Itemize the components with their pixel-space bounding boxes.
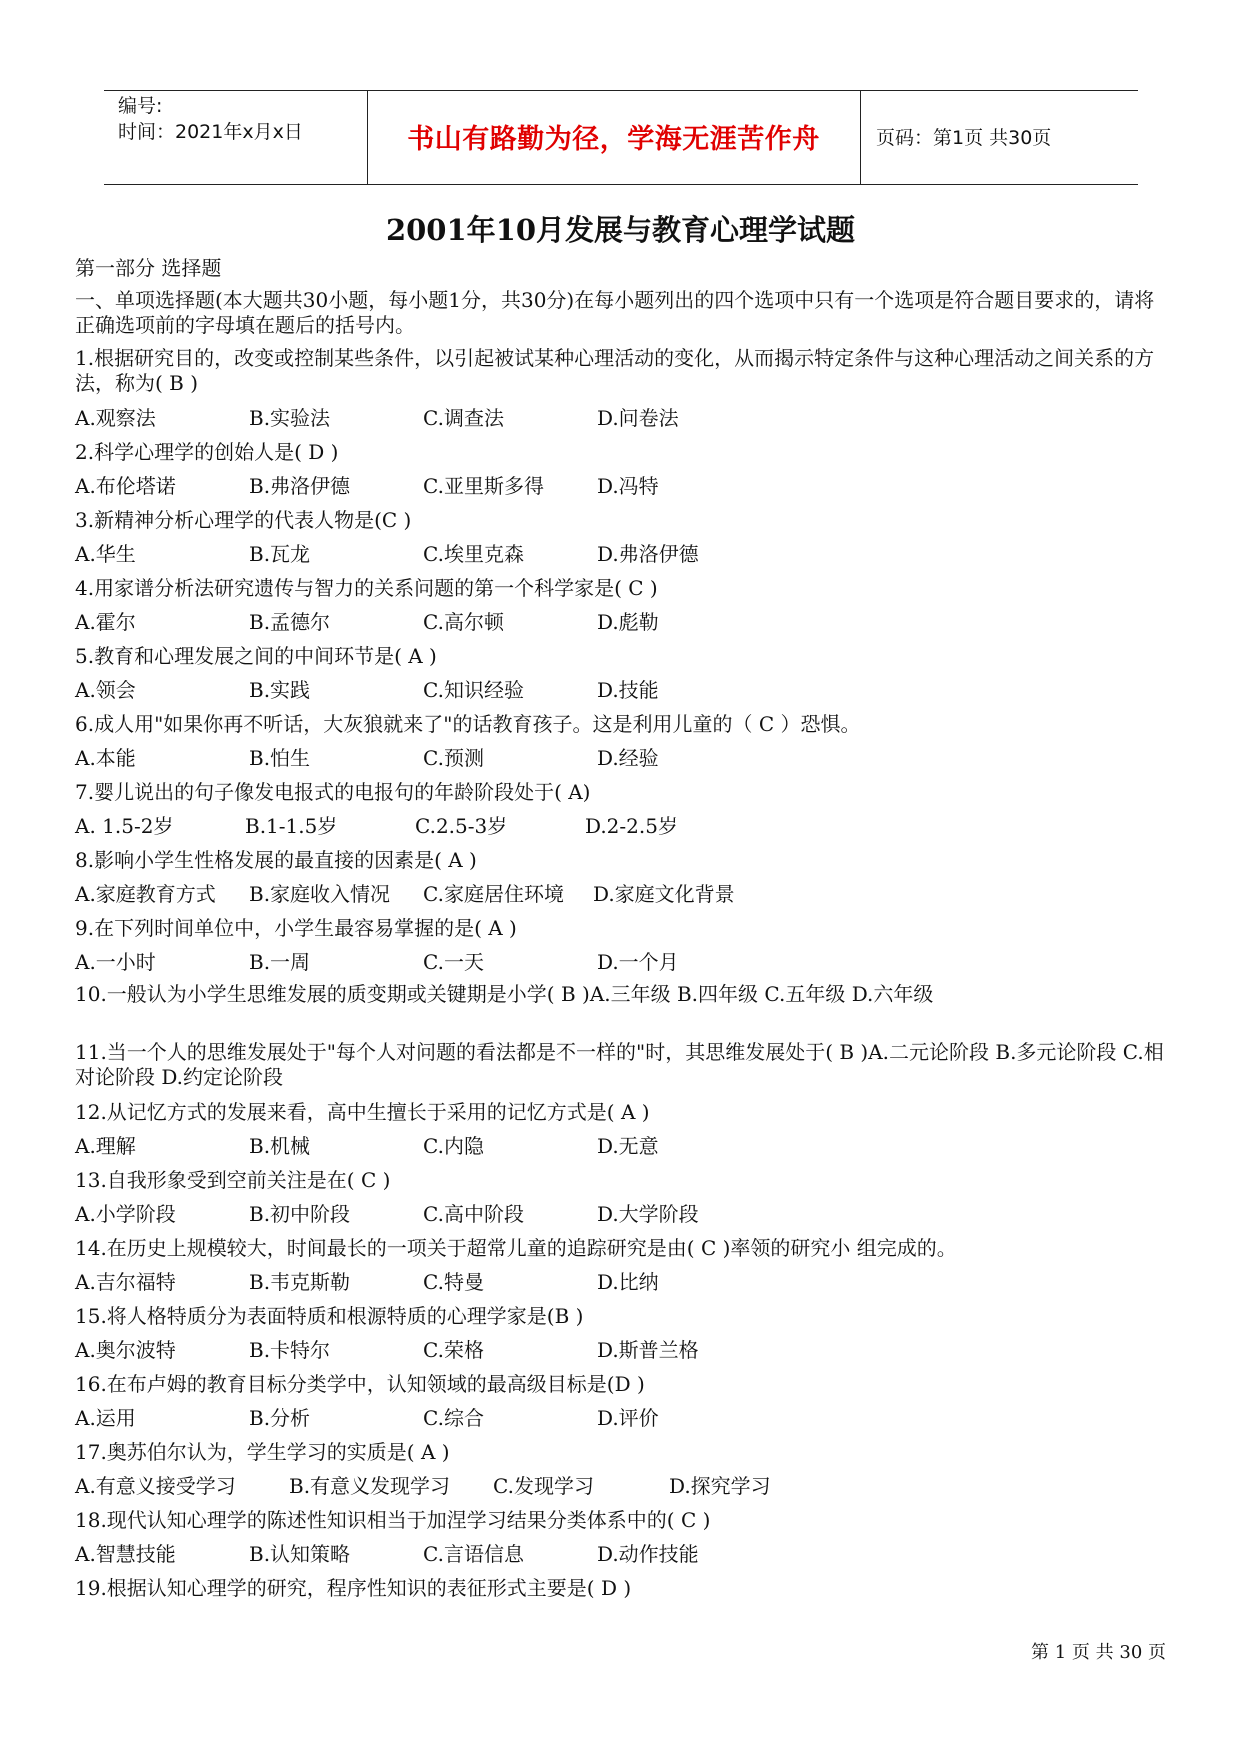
answer-option: C.亚里斯多得 [423, 474, 544, 498]
question-stem: 1.根据研究目的，改变或控制某些条件，以引起被试某种心理活动的变化，从而揭示特定条件与这种心理活动之间关系的方法，称为( B ) [75, 346, 1155, 395]
answer-option: B.怕生 [249, 746, 311, 770]
question-stem: 14.在历史上规模较大，时间最长的一项关于超常儿童的追踪研究是由( C )率领的研究小 组完成的。 [75, 1236, 957, 1260]
option-row [75, 810, 1170, 844]
answer-option: D.技能 [597, 678, 659, 702]
answer-option: A.理解 [75, 1134, 136, 1158]
question-stem: 7.婴儿说出的句子像发电报式的电报句的年龄阶段处于( A) [75, 780, 591, 804]
answer-option: D.经验 [597, 746, 659, 770]
header-meta-cell [104, 91, 368, 184]
option-row [75, 742, 1170, 776]
answer-option: A.奥尔波特 [75, 1338, 176, 1362]
answer-option: C.综合 [423, 1406, 484, 1430]
answer-option: A.运用 [75, 1406, 136, 1430]
page-footer: 第 1 页 共 30 页 [1031, 1642, 1166, 1663]
answer-option: A.布伦塔诺 [75, 474, 176, 498]
option-row [75, 1198, 1170, 1232]
answer-option: B.初中阶段 [249, 1202, 351, 1226]
question-stem: 17.奥苏伯尔认为，学生学习的实质是( A ) [75, 1440, 450, 1464]
header-page-cell [860, 91, 1138, 184]
answer-option: C.一天 [423, 950, 484, 974]
question-stem: 10.一般认为小学生思维发展的质变期或关键期是小学( B )A.三年级 B.四年级 C.五年级 D.六年级 [75, 982, 934, 1006]
option-row [75, 538, 1170, 572]
answer-option: C.内隐 [423, 1134, 484, 1158]
answer-option: C.特曼 [423, 1270, 484, 1294]
question-stem: 19.根据认知心理学的研究，程序性知识的表征形式主要是( D ) [75, 1576, 632, 1600]
option-row [75, 1402, 1170, 1436]
answer-option: B.1-1.5岁 [245, 814, 338, 838]
answer-option: A.一小时 [75, 950, 156, 974]
answer-option: B.机械 [249, 1134, 311, 1158]
answer-option: D.无意 [597, 1134, 659, 1158]
answer-option: D.彪勒 [597, 610, 659, 634]
question-stem: 16.在布卢姆的教育目标分类学中，认知领域的最高级目标是(D ) [75, 1372, 645, 1396]
answer-option: B.认知策略 [249, 1542, 351, 1566]
answer-option: C.2.5-3岁 [415, 814, 508, 838]
answer-option: D.一个月 [597, 950, 679, 974]
answer-option: A.吉尔福特 [75, 1270, 176, 1294]
answer-option: B.实践 [249, 678, 311, 702]
answer-option: C.高中阶段 [423, 1202, 524, 1226]
question-stem: 3.新精神分析心理学的代表人物是(C ) [75, 508, 412, 532]
answer-option: D.家庭文化背景 [593, 882, 735, 906]
answer-option: A. 1.5-2岁 [75, 814, 174, 838]
answer-option: C.埃里克森 [423, 542, 524, 566]
answer-option: B.实验法 [249, 406, 331, 430]
exam-title: 2001年10月发展与教育心理学试题 [385, 213, 856, 247]
answer-option: A.领会 [75, 678, 136, 702]
answer-option: A.家庭教育方式 [75, 882, 216, 906]
answer-option: D.比纳 [597, 1270, 659, 1294]
document-number-label: 编号: [118, 95, 163, 117]
option-row [75, 878, 1170, 912]
document-time-label: 时间：2021年x月x日 [118, 121, 303, 143]
question-stem: 6.成人用"如果你再不听话，大灰狼就来了"的话教育孩子。这是利用儿童的（ C ）恐惧。 [75, 712, 861, 736]
answer-option: D.2-2.5岁 [585, 814, 678, 838]
answer-option: D.弗洛伊德 [597, 542, 699, 566]
answer-option: D.探究学习 [669, 1474, 771, 1498]
question-stem: 4.用家谱分析法研究遗传与智力的关系问题的第一个科学家是( C ) [75, 576, 658, 600]
answer-option: B.韦克斯勒 [249, 1270, 351, 1294]
page-header [104, 90, 1138, 185]
answer-option: A.有意义接受学习 [75, 1474, 236, 1498]
answer-option: A.华生 [75, 542, 136, 566]
answer-option: D.冯特 [597, 474, 659, 498]
option-row [75, 1538, 1170, 1572]
answer-option: D.大学阶段 [597, 1202, 699, 1226]
question-stem: 9.在下列时间单位中，小学生最容易掌握的是( A ) [75, 916, 517, 940]
answer-option: C.言语信息 [423, 1542, 524, 1566]
answer-option: C.调查法 [423, 406, 504, 430]
motto-text: 书山有路勤为径，学海无涯苦作舟 [407, 124, 820, 155]
answer-option: C.荣格 [423, 1338, 484, 1362]
answer-option: C.高尔顿 [423, 610, 504, 634]
question-stem: 8.影响小学生性格发展的最直接的因素是( A ) [75, 848, 477, 872]
page-info-text: 页码：第1页 共30页 [876, 127, 1052, 149]
header-motto-cell [367, 91, 861, 184]
question-stem: 2.科学心理学的创始人是( D ) [75, 440, 339, 464]
option-row [75, 946, 1170, 980]
answer-option: D.动作技能 [597, 1542, 699, 1566]
instructions: 一、单项选择题(本大题共30小题，每小题1分，共30分)在每小题列出的四个选项中只有一个选项是符合题目要求的，请将正确选项前的字母填在题后的括号内。 [75, 288, 1155, 337]
exam-content [75, 252, 1170, 1606]
answer-option: A.霍尔 [75, 610, 136, 634]
option-row [75, 674, 1170, 708]
answer-option: C.知识经验 [423, 678, 524, 702]
option-row [75, 470, 1170, 504]
answer-option: C.家庭居住环境 [423, 882, 564, 906]
answer-option: B.弗洛伊德 [249, 474, 351, 498]
answer-option: C.发现学习 [493, 1474, 594, 1498]
option-row [75, 1470, 1170, 1504]
question-stem: 11.当一个人的思维发展处于"每个人对问题的看法都是不一样的"时，其思维发展处于( B )A.二元论阶段 B.多元论阶段 C.相对论阶段 D.约定论阶段 [75, 1040, 1164, 1089]
question-stem: 12.从记忆方式的发展来看，高中生擅长于采用的记忆方式是( A ) [75, 1100, 650, 1124]
part-heading: 第一部分 选择题 [75, 256, 222, 280]
answer-option: B.瓦龙 [249, 542, 311, 566]
answer-option: B.孟德尔 [249, 610, 331, 634]
question-stem: 5.教育和心理发展之间的中间环节是( A ) [75, 644, 437, 668]
question-stem: 18.现代认知心理学的陈述性知识相当于加涅学习结果分类体系中的( C ) [75, 1508, 711, 1532]
answer-option: B.卡特尔 [249, 1338, 331, 1362]
question-stem: 15.将人格特质分为表面特质和根源特质的心理学家是(B ) [75, 1304, 584, 1328]
option-row [75, 1266, 1170, 1300]
answer-option: D.斯普兰格 [597, 1338, 699, 1362]
answer-option: C.预测 [423, 746, 484, 770]
answer-option: A.智慧技能 [75, 1542, 176, 1566]
question-list [75, 344, 1170, 1606]
answer-option: D.评价 [597, 1406, 659, 1430]
answer-option: D.问卷法 [597, 406, 679, 430]
question-stem: 13.自我形象受到空前关注是在( C ) [75, 1168, 391, 1192]
answer-option: B.有意义发现学习 [289, 1474, 451, 1498]
option-row [75, 1334, 1170, 1368]
answer-option: B.家庭收入情况 [249, 882, 391, 906]
option-row [75, 606, 1170, 640]
answer-option: A.观察法 [75, 406, 156, 430]
answer-option: A.小学阶段 [75, 1202, 176, 1226]
answer-option: B.分析 [249, 1406, 311, 1430]
answer-option: B.一周 [249, 950, 311, 974]
option-row [75, 1130, 1170, 1164]
answer-option: A.本能 [75, 746, 136, 770]
option-row [75, 402, 1170, 436]
